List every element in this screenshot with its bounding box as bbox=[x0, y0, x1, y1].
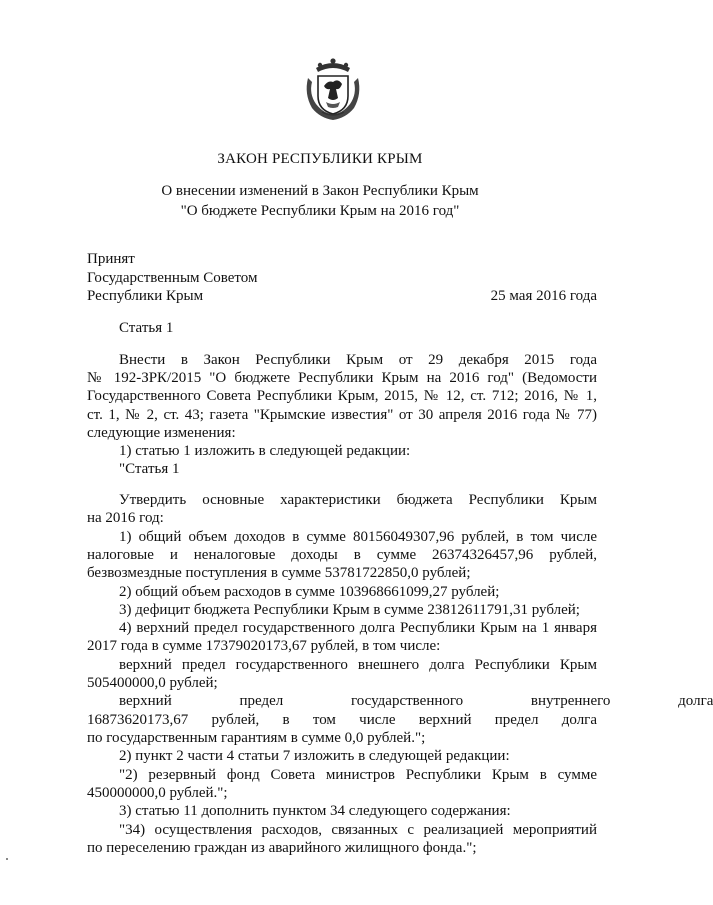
body-line: "Статья 1 bbox=[119, 461, 180, 477]
body-line: следующие изменения: bbox=[87, 425, 236, 441]
adoption-date: 25 мая 2016 года bbox=[490, 288, 597, 304]
body-line: Государственного Совета Республики Крым, 2015, № 12, ст. 712; 2016, № 1, bbox=[87, 388, 597, 404]
body-line: Внести в Закон Республики Крым от 29 декабря 2015 года bbox=[119, 352, 597, 368]
adoption-line-2: Государственным Советом bbox=[87, 270, 258, 286]
body-line: безвозмездные поступления в сумме 53781722850,0 рублей; bbox=[87, 565, 471, 581]
body-line: "2) резервный фонд Совета министров Республики Крым в сумме bbox=[119, 767, 597, 783]
body-line: 16873620173,67 рублей, в том числе верхний предел долга bbox=[87, 712, 597, 728]
body-line: Утвердить основные характеристики бюджета Республики Крым bbox=[119, 492, 597, 508]
adoption-line-3: Республики Крым bbox=[87, 288, 204, 304]
law-subtitle-line-2: "О бюджете Республики Крым на 2016 год" bbox=[180, 203, 460, 219]
body-line: 1) общий объем доходов в сумме 80156049307,96 рублей, в том числе bbox=[119, 529, 597, 545]
body-line: по государственным гарантиям в сумме 0,0 рублей."; bbox=[87, 730, 426, 746]
body-line: "34) осуществления расходов, связанных с реализацией мероприятий bbox=[119, 822, 597, 838]
body-line: 1) статью 1 изложить в следующей редакции: bbox=[119, 443, 411, 459]
scan-dot bbox=[6, 858, 8, 860]
body-line: 3) статью 11 дополнить пунктом 34 следующего содержания: bbox=[119, 803, 511, 819]
body-line: 4) верхний предел государственного долга Республики Крым на 1 января bbox=[119, 620, 597, 636]
law-subtitle-line-1: О внесении изменений в Закон Республики Крым bbox=[161, 183, 479, 199]
body-line: на 2016 год: bbox=[87, 510, 164, 526]
body-line: верхний предел государственного внутреннего долга bbox=[119, 693, 713, 709]
body-line: 2) общий объем расходов в сумме 103968661099,27 рублей; bbox=[119, 584, 500, 600]
body-line: по переселению граждан из аварийного жилищного фонда."; bbox=[87, 840, 477, 856]
body-line: 2) пункт 2 части 4 статьи 7 изложить в следующей редакции: bbox=[119, 748, 510, 764]
body-line: 3) дефицит бюджета Республики Крым в сумме 23812611791,31 рублей; bbox=[119, 602, 580, 618]
body-line: верхний предел государственного внешнего долга Республики Крым bbox=[119, 657, 597, 673]
body-line: 505400000,0 рублей; bbox=[87, 675, 218, 691]
body-line: № 192-ЗРК/2015 "О бюджете Республики Крым на 2016 год" (Ведомости bbox=[87, 370, 597, 386]
article-heading: Статья 1 bbox=[119, 320, 174, 336]
crest-of-crimea-icon bbox=[302, 56, 364, 122]
law-title: ЗАКОН РЕСПУБЛИКИ КРЫМ bbox=[217, 151, 423, 167]
body-line: налоговые и неналоговые доходы в сумме 26374326457,96 рублей, bbox=[87, 547, 597, 563]
body-line: 2017 года в сумме 17379020173,67 рублей, в том числе: bbox=[87, 638, 441, 654]
adoption-line-1: Принят bbox=[87, 251, 135, 267]
body-line: 450000000,0 рублей."; bbox=[87, 785, 228, 801]
body-line: ст. 1, № 2, ст. 43; газета "Крымские известия" от 30 апреля 2016 года № 77) bbox=[87, 407, 597, 423]
